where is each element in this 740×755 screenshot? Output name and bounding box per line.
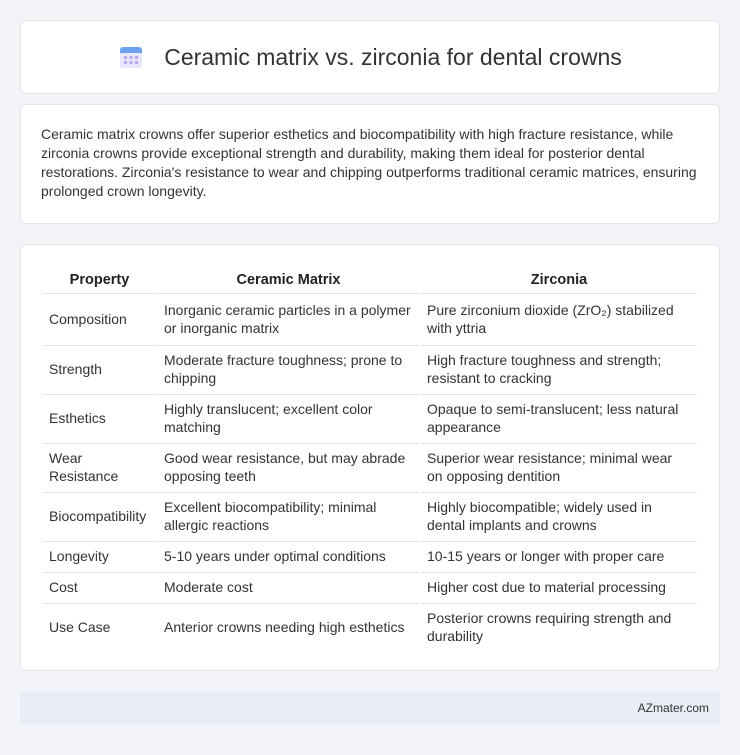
title-card (20, 20, 720, 94)
header-property: Property (69, 272, 130, 288)
table-row (43, 394, 697, 441)
cell-property: Strength (43, 345, 156, 392)
footer-brand: AZmater.com (637, 701, 709, 715)
comparison-table (41, 265, 699, 652)
cell-property: Wear Resistance (43, 443, 156, 490)
cell-property: Biocompatibility (43, 492, 156, 539)
cell-ceramic-matrix: Highly translucent; excellent color matching (158, 394, 419, 441)
table-row (43, 293, 697, 343)
cell-zirconia: Higher cost due to material processing (421, 572, 697, 601)
table-card (20, 244, 720, 671)
cell-ceramic-matrix: Moderate fracture toughness; prone to chipping (158, 345, 419, 392)
summary-text: Ceramic matrix crowns offer superior esthetics and biocompatibility with high fracture resistance, while zirconia crowns provide exceptional strength and durability, making them ideal for posterior dental restorations. Zirconia's resistance to wear and chipping outperforms traditional ceramic matrices, ensuring prolonged crown longevity. (41, 126, 697, 199)
cell-property: Composition (43, 293, 156, 343)
table-row (43, 603, 697, 650)
cell-ceramic-matrix: 5-10 years under optimal conditions (158, 541, 419, 570)
cell-zirconia: Opaque to semi-translucent; less natural appearance (421, 394, 697, 441)
cell-zirconia: 10-15 years or longer with proper care (421, 541, 697, 570)
table-row (43, 443, 697, 490)
calendar-icon (118, 44, 144, 70)
cell-ceramic-matrix: Inorganic ceramic particles in a polymer or inorganic matrix (158, 293, 419, 343)
table-row (43, 492, 697, 539)
cell-property: Use Case (43, 603, 156, 650)
summary-card (20, 104, 720, 224)
cell-ceramic-matrix: Moderate cost (158, 572, 419, 601)
table-row (43, 345, 697, 392)
cell-property: Cost (43, 572, 156, 601)
cell-zirconia: Pure zirconium dioxide (ZrO₂) stabilized with yttria (421, 293, 697, 343)
cell-ceramic-matrix: Excellent biocompatibility; minimal allergic reactions (158, 492, 419, 539)
cell-property: Esthetics (43, 394, 156, 441)
footer (20, 691, 720, 725)
cell-zirconia: Highly biocompatible; widely used in dental implants and crowns (421, 492, 697, 539)
cell-ceramic-matrix: Good wear resistance, but may abrade opposing teeth (158, 443, 419, 490)
cell-zirconia: Superior wear resistance; minimal wear on opposing dentition (421, 443, 697, 490)
table-row (43, 572, 697, 601)
cell-property: Longevity (43, 541, 156, 570)
header-ceramic-matrix: Ceramic Matrix (236, 272, 341, 288)
table-row (43, 541, 697, 570)
cell-zirconia: High fracture toughness and strength; resistant to cracking (421, 345, 697, 392)
cell-zirconia: Posterior crowns requiring strength and durability (421, 603, 697, 650)
header-zirconia: Zirconia (530, 272, 588, 288)
table-header-row (43, 267, 697, 291)
cell-ceramic-matrix: Anterior crowns needing high esthetics (158, 603, 419, 650)
page-title: Ceramic matrix vs. zirconia for dental crowns (164, 43, 622, 70)
